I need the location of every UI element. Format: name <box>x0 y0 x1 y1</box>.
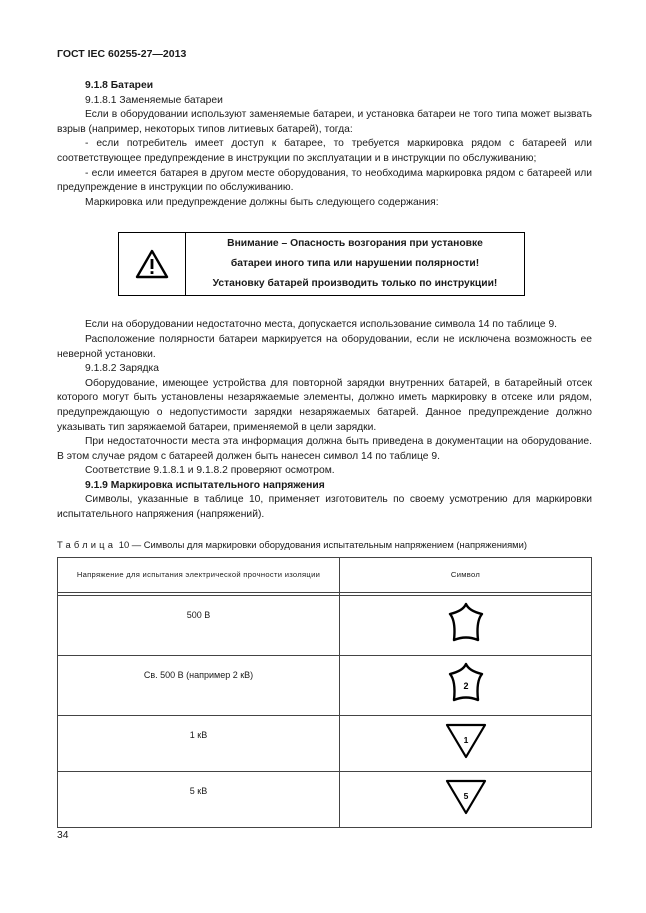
symbol-label: 1 <box>463 734 468 745</box>
paragraph: Расположение полярности батареи маркируется на оборудовании, если не исключена возможность ее неверной установки. <box>57 333 592 360</box>
table-row <box>58 656 592 716</box>
warning-line: батареи иного типа или нарушении полярности! <box>230 258 480 270</box>
table-caption-word: Таблица <box>57 539 117 550</box>
table-row <box>58 716 592 772</box>
table-caption <box>57 538 592 553</box>
bullet-item: - если потребитель имеет доступ к батарее, то требуется маркировка рядом с батареей или соответствующее предупреждение в инструкции по эксплуатации и в инструкции по обслуживанию; <box>57 138 592 164</box>
warning-line: Установку батарей производить только по инструкции! <box>212 278 498 290</box>
paragraph: Если в оборудовании используют заменяемые батареи, и установка батареи не того типа может вызвать взрыв (например, некоторых типов литиевых батарей), тогда: <box>57 109 592 135</box>
document-body <box>57 79 592 523</box>
warning-triangle-icon <box>119 233 186 295</box>
subsection-9-1-8-2: 9.1.8.2 Зарядка <box>85 363 159 375</box>
section-heading-9-1-9 <box>57 479 592 494</box>
column-header-voltage: Напряжение для испытания электрической прочности изоляции <box>58 558 340 593</box>
battery-warning-label <box>118 232 525 296</box>
paragraph: Маркировка или предупреждение должны быть следующего содержания: <box>85 196 439 208</box>
column-header-symbol: Символ <box>340 558 592 593</box>
voltage-cell: Св. 500 В (например 2 кВ) <box>58 656 340 716</box>
triangle-down-icon <box>444 721 488 761</box>
warning-line: Внимание – Опасность возгорания при установке <box>227 238 483 250</box>
star-outline-icon <box>444 602 488 644</box>
symbol-cell <box>340 656 592 716</box>
table-row <box>58 596 592 656</box>
heading-title: Батареи <box>110 80 154 91</box>
voltage-cell: 1 кВ <box>58 716 340 772</box>
table-10 <box>57 557 592 828</box>
voltage-cell: 5 кВ <box>58 772 340 828</box>
voltage-cell: 500 В <box>58 596 340 656</box>
document-header: ГОСТ IEC 60255-27—2013 <box>57 48 187 60</box>
paragraph: Оборудование, имеющее устройства для повторной зарядки внутренних батарей, в батарейный отсек которого могут быть установлены незаряжаемые элементы, должно иметь маркировку в отсеке или рядом, предупреждающую о недопустимости зарядки незаряжаемых батарей. Данное предупреждение должно указывать тип заряжаемой батареи, применяемой в цели зарядки. <box>57 377 592 433</box>
paragraph: При недостаточности места эта информация должна быть приведена в документации на оборудование. В этом случае рядом с батареей должен быть нанесен символ 14 по таблице 9. <box>57 436 592 462</box>
section-heading-9-1-8 <box>57 79 592 94</box>
page-number: 34 <box>57 830 69 841</box>
bullet-item: - если имеется батарея в другом месте оборудования, то необходима маркировка рядом с батареей или предупреждение в инструкции по обслуживанию. <box>57 167 592 194</box>
paragraph: Символы, указанные в таблице 10, применяет изготовитель по своему усмотрению для маркировки испытательного напряжения (напряжений). <box>57 494 592 521</box>
symbol-label: 5 <box>463 790 468 801</box>
paragraph: Если на оборудовании недостаточно места, допускается использование символа 14 по таблице 9. <box>85 319 558 331</box>
heading-number: 9.1.8 <box>85 80 108 91</box>
heading-title: Маркировка испытательного напряжения <box>110 479 325 491</box>
symbol-cell <box>340 716 592 772</box>
table-row <box>58 772 592 828</box>
table-caption-text: 10 — Символы для маркировки оборудования испытательным напряжением (напряжениями) <box>116 539 527 550</box>
symbol-cell <box>340 772 592 828</box>
table-header-row <box>58 558 592 593</box>
warning-text <box>186 233 524 295</box>
subsection-9-1-8-1: 9.1.8.1 Заменяемые батареи <box>85 94 223 106</box>
paragraph: Соответствие 9.1.8.1 и 9.1.8.2 проверяют осмотром. <box>85 465 335 477</box>
symbol-cell <box>340 596 592 656</box>
symbol-label: 2 <box>462 680 469 691</box>
star-outline-icon <box>444 662 488 704</box>
heading-number: 9.1.9 <box>85 479 108 491</box>
triangle-down-icon <box>444 777 488 817</box>
